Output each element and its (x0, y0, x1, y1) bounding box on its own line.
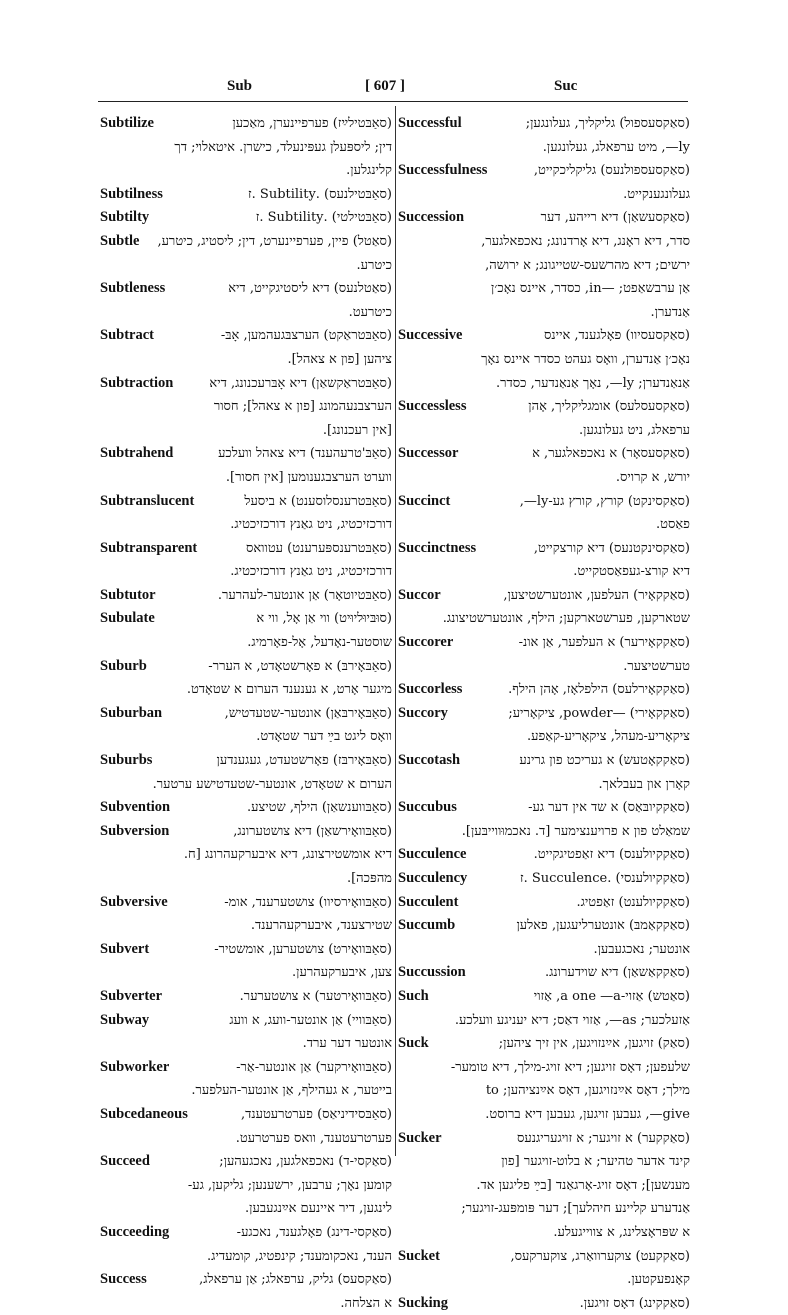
entry-headword: Subtutor (100, 586, 156, 603)
entry-headword: Subtilty (100, 209, 150, 226)
entry-headword: Suburban (100, 704, 163, 721)
dictionary-entry (100, 891, 392, 938)
entry-definition-text: (סאַקקאָירלעס) הילפלאָז, אָהן הילף. (508, 682, 690, 698)
entry-definition-text: (סאַבּסידיניאַס) פערטרעטענד, (240, 1106, 392, 1122)
entry-headword: Subtilness (100, 185, 163, 202)
entry-continuation-line: מיגער אָרט, א גענענד הערום א שטאָדט. (186, 682, 392, 698)
entry-continuation-line: הערצבנעהמונג [פון א צאהל]; חסור (213, 399, 392, 415)
entry-continuation-line: ly—, מיט ערפאלג, געלונגען. (542, 139, 690, 155)
entry-first-line (100, 938, 392, 962)
entry-continuation-line: אַנדערן. (650, 304, 690, 320)
entry-continuation-line: יורש, א קרויס. (615, 469, 690, 485)
entry-continuation-line: [אין רעכנונג]. (322, 422, 392, 438)
entry-continuation-line: מילך; דאָס אײַנזויגען, דאָס אײַנציהען; to (485, 1083, 690, 1099)
entry-headword: Succubus (398, 799, 457, 816)
entry-first-line (100, 490, 392, 514)
dictionary-entry (398, 678, 690, 702)
entry-continuation-line: שלעפען; דאָס זויגען; דיא זויג-מילך, דיא טומער- (450, 1059, 690, 1075)
dictionary-entry (398, 985, 690, 1032)
entry-first-line (100, 277, 392, 301)
entry-definition-text: (סאַבּוואָירקער) אַן אונטער-אַר- (236, 1059, 392, 1075)
dictionary-entry (100, 442, 392, 489)
entry-first-line (100, 1103, 392, 1127)
entry-first-line (398, 1032, 690, 1056)
left-column (100, 112, 392, 1311)
entry-first-line (398, 395, 690, 419)
entry-definition-text: (סאַקסעשאַן) דיא רייהע, דער (540, 210, 690, 226)
dictionary-entry (100, 277, 392, 324)
dictionary-entry (100, 537, 392, 584)
entry-first-line (100, 891, 392, 915)
entry-continuation-line: דורכזיכטיג, ניט גאַנץ דורכזיכטיג. (230, 517, 392, 533)
dictionary-entry (398, 537, 690, 584)
entry-first-line (100, 1268, 392, 1292)
entry-continuation-line: פאַסט. (656, 517, 690, 533)
entry-headword: Subway (100, 1011, 150, 1028)
dictionary-entry (398, 324, 690, 395)
entry-continuation-line: אַזעלכער; as—, אַזוי דאַס; דיא יעניגע וועלכע. (454, 1012, 690, 1028)
dictionary-entry (398, 159, 690, 206)
entry-definition-text: (סאַבּ'טרעהענד) דיא צאהל וועלכע (218, 446, 392, 462)
entry-headword: Success (100, 1271, 147, 1288)
entry-headword: Succor (398, 586, 441, 603)
entry-definition-text: (סאַבּוואָירט) צושטערען, אומשטיר- (214, 941, 392, 957)
entry-definition-text: (סאַקקאָירי) —powder, ציקאָריע; (508, 705, 690, 721)
entry-definition-text: (סאַבּטיוטאָר) אַן אונטער-לעהרער. (217, 587, 392, 603)
entry-continuation-line: אַנאַנדערן; ly—, נאָך אַנאַנדער, כסדר. (495, 375, 690, 391)
entry-continuation-line: שטארקען, פערשטארקען; הילף, אונטערשטיצונג. (442, 611, 690, 627)
entry-definition-text: (סאַקקאַשאַן) דיא שוידערונג. (544, 965, 690, 981)
dictionary-entry (100, 1009, 392, 1056)
entry-definition-text: (סאַקסינקט) קורץ, קורץ גע-ly—, (519, 493, 690, 509)
entry-definition-text: (סאַבּוואָירשאַן) דיא צושטערונג, (233, 823, 392, 839)
entry-continuation-line: הערום א שטאָדט, אונטער-שטעדטישע ערטער. (152, 776, 392, 792)
dictionary-entry (100, 1268, 392, 1315)
dictionary-entry (100, 230, 392, 277)
entry-continuation-line: ווערט הערצבגענומען [אין חסור]. (225, 469, 392, 485)
entry-definition-text: (סאַקקיולענסי) .Succulence .ז (519, 871, 690, 886)
entry-definition-text: (סאַקקאַמבּ) אונטערליעגען, פאלען (516, 918, 690, 934)
entry-continuation-line: וואָס ליגט בײַ דער שטאָדט. (256, 729, 392, 745)
entry-first-line (100, 112, 392, 136)
entry-first-line (398, 442, 690, 466)
entry-first-line (100, 183, 392, 207)
entry-definition-text: (סאַבּאָירבּז) פאָרשטעדט, געגענדען (216, 753, 392, 769)
entry-definition-text: (סאַקקיובּאַס) א שד אין דער גע- (528, 800, 690, 816)
dictionary-entry (100, 1103, 392, 1150)
entry-headword: Subtleness (100, 280, 166, 297)
entry-headword: Successive (398, 327, 463, 344)
entry-headword: Successless (398, 398, 467, 415)
entry-definition-text: (סאַטש) אַזוי-a one —a, אַזוי (533, 988, 690, 1004)
entry-headword: Succotash (398, 752, 461, 769)
entry-definition-text: (סאַקקינג) דאָס זויגען. (579, 1295, 690, 1311)
entry-first-line (398, 985, 690, 1009)
entry-continuation-line: הענד, נאכקומענד; קינפטיג, קומעדיג. (207, 1248, 392, 1264)
entry-definition-text: (סאַבּטילײַז) פערפיינערן, מאַכען (232, 116, 392, 131)
entry-continuation-line: ירשים; דיא מהרשעס-שטייגונג; א ירושה, (485, 257, 690, 273)
dictionary-entry (398, 867, 690, 891)
entry-continuation-line: ערפאלג, ניט געלונגען. (579, 422, 690, 438)
entry-headword: Suburb (100, 657, 147, 674)
entry-definition-text: (סאַבּוואָירסיוו) צושטערענד, אומ- (224, 894, 392, 910)
entry-headword: Succinct (398, 492, 451, 509)
entry-headword: Succory (398, 704, 448, 721)
entry-first-line (100, 442, 392, 466)
entry-continuation-line: קינד אדער טהיער; א בלוט-זויגער [פון (501, 1154, 690, 1170)
entry-headword: Subtrahend (100, 445, 174, 462)
entry-definition-text: (סאַקקער) א זויגער; א זויגעריגנעס (517, 1130, 690, 1146)
entry-continuation-line: קאָנפעקטען. (627, 1272, 690, 1288)
dictionary-entry (100, 938, 392, 985)
dictionary-entry (398, 796, 690, 843)
dictionary-entry (398, 395, 690, 442)
entry-first-line (100, 607, 392, 631)
entry-headword: Sucket (398, 1247, 440, 1264)
entry-definition-text: (סאַקסעסאָר) א נאכפאלגער, א (532, 446, 690, 462)
entry-definition-text: (סאַקסי-דינג) פאָלגענד, נאכגע- (236, 1224, 392, 1240)
dictionary-entry (398, 891, 690, 915)
entry-first-line (398, 324, 690, 348)
entry-headword: Succulency (398, 870, 468, 886)
entry-headword: Subvention (100, 799, 171, 816)
entry-continuation-line: קלינגלען. (346, 163, 392, 179)
entry-continuation-line: דיא אומשטירצונג, דיא איבערקעהרונג [ח. (183, 847, 392, 863)
dictionary-entry (398, 584, 690, 631)
entry-continuation-line: אַן ערבשאַפט; —in, כסדר, איינס נאָכ׳ן (491, 281, 690, 297)
entry-first-line (100, 584, 392, 608)
entry-headword: Subulate (100, 610, 155, 627)
entry-headword: Sucker (398, 1129, 442, 1146)
dictionary-entry (100, 702, 392, 749)
dictionary-entry (398, 961, 690, 985)
entry-first-line (100, 1221, 392, 1245)
entry-continuation-line: א הצלחה. (340, 1295, 392, 1311)
dictionary-entry (100, 183, 392, 207)
header-page-number: [ 607 ] (365, 78, 405, 94)
dictionary-entry (100, 206, 392, 230)
entry-first-line (100, 1009, 392, 1033)
entry-headword: Successfulness (398, 162, 488, 179)
entry-continuation-line: פערטרעטענד, וואס פערטרעט. (235, 1130, 392, 1146)
entry-first-line (398, 206, 690, 230)
entry-continuation-line: שטירצענד, איבערקעהרענד. (250, 918, 392, 934)
entry-first-line (100, 702, 392, 726)
entry-first-line (398, 112, 690, 136)
entry-first-line (100, 985, 392, 1009)
entry-continuation-line: א שפּראָצלינג, א צווייגעלע. (553, 1224, 690, 1240)
page-header (0, 78, 788, 100)
entry-definition-text: (סאַבּוואָירטער) א צושטערער. (239, 988, 392, 1004)
entry-headword: Sucking (398, 1294, 448, 1311)
entry-headword: Succumb (398, 917, 456, 934)
dictionary-entry (100, 985, 392, 1009)
dictionary-entry (100, 490, 392, 537)
dictionary-entry (100, 820, 392, 891)
dictionary-entry (398, 1127, 690, 1245)
dictionary-entry (398, 914, 690, 961)
dictionary-entry (398, 442, 690, 489)
entry-definition-text: (סאַבּוויי) אַן אונטער-וועג, א וועג (229, 1012, 392, 1028)
entry-headword: Subversive (100, 893, 168, 910)
entry-headword: Succeed (100, 1153, 150, 1170)
entry-definition-text: (סאַבּטרענסלוסענט) א ביסעל (244, 493, 392, 509)
entry-definition-text: (סאַבּווענשאַן) הילף, שטיצע. (246, 800, 392, 816)
entry-continuation-line: אונטער; נאכגעבען. (593, 941, 690, 957)
entry-definition-text: (סאַקסעסיוו) פאָלגענד, איינס (544, 328, 690, 344)
dictionary-entry (398, 206, 690, 324)
dictionary-entry (100, 584, 392, 608)
entry-continuation-line: סדר, דיא ראָנג, דיא אָרדנונג; נאכפאלגער, (481, 233, 690, 249)
entry-continuation-line: כיטרעט. (348, 304, 392, 320)
entry-continuation-line: מענשען]; דאָס זויג-אָרגאַנד [בײַ פליגען אד. (476, 1177, 690, 1193)
entry-definition-text: (סאַקקאָירער) א העלפער, אַן אונ- (518, 635, 690, 651)
dictionary-entry (100, 607, 392, 654)
entry-first-line (398, 749, 690, 773)
entry-continuation-line: דורכזיכטיג, ניט גאַנץ דורכזיכטיג. (230, 564, 392, 580)
entry-headword: Subtraction (100, 374, 174, 391)
header-left-guideword: Sub (227, 78, 253, 94)
entry-definition-text: (סאַקקיולענט) זאַפטיג. (576, 894, 690, 910)
entry-first-line (398, 843, 690, 867)
entry-definition-text: (סאַבּאָירבּ) א פאָרשטאָדט, א הערר- (208, 658, 392, 674)
entry-definition-text: (סאַקסי-ד) נאכפאלגען, נאכגעהען; (219, 1154, 392, 1170)
dictionary-entry (100, 655, 392, 702)
entry-first-line (398, 796, 690, 820)
entry-first-line (100, 206, 392, 230)
dictionary-entry (398, 1245, 690, 1292)
entry-headword: Suck (398, 1035, 429, 1052)
entry-headword: Subtle (100, 232, 140, 249)
entry-definition-text: (סאַבּטילנעס) .Subtility .ז (248, 186, 392, 202)
entry-headword: Succulence (398, 846, 467, 863)
entry-continuation-line: קומען נאָך; ערבען, ירשענען; גליקען, גע- (187, 1177, 392, 1193)
entry-definition-text: (סאַקסעסלעס) אומגליקליך, אָהן (528, 399, 690, 415)
entry-definition-text: (סאַבּטראַקט) הערצבּגעהמען, אָבּ- (220, 328, 392, 344)
entry-headword: Succeeding (100, 1223, 170, 1240)
dictionary-entry (100, 749, 392, 796)
entry-first-line (398, 867, 690, 891)
entry-headword: Subcedaneous (100, 1105, 188, 1122)
entry-definition-text: (סאַבּטילטי) .Subtility .ז (255, 210, 392, 226)
entry-first-line (398, 1245, 690, 1269)
entry-first-line (100, 655, 392, 679)
entry-headword: Subworker (100, 1058, 170, 1075)
dictionary-entry (100, 112, 392, 183)
entry-continuation-line: געלונגענקייט. (623, 186, 690, 202)
entry-headword: Subtilize (100, 115, 154, 131)
entry-headword: Subvert (100, 940, 150, 957)
entry-first-line (100, 230, 392, 254)
entry-continuation-line: נאָכ׳ן אַנדערן, וואָס געהט כסדר איינס נאָך (481, 351, 690, 367)
entry-definition-text: (סאַקסינקטנעס) דיא קורצקייט, (533, 540, 690, 556)
entry-first-line (398, 159, 690, 183)
entry-headword: Subtranslucent (100, 492, 195, 509)
header-rule (98, 101, 688, 102)
entry-headword: Subtransparent (100, 539, 198, 556)
entry-first-line (398, 678, 690, 702)
entry-continuation-line: שמאַלט פון א פרויענצימער [ד. נאכמוּווייבּען]. (461, 823, 690, 839)
entry-first-line (100, 537, 392, 561)
column-divider (395, 106, 396, 1156)
entry-definition-text: (סוּבּיוּליוּיט) ווי אַן אָל, ווי א (256, 611, 392, 627)
entry-continuation-line: דיא קורצ-געפאַסטקייט. (573, 564, 690, 580)
entry-definition-text: (סאַבּאָירבּאַן) אונטער-שטעדטיש, (224, 705, 392, 721)
entry-first-line (398, 702, 690, 726)
entry-continuation-line: אַנדערע קליינע חיהלעך]; דער פּומפּעג-זויגער; (461, 1201, 690, 1217)
entry-continuation-line: כיטרע. (356, 257, 392, 273)
right-column (398, 112, 690, 1311)
entry-continuation-line: מהפּכה]. (346, 871, 392, 886)
dictionary-entry (398, 631, 690, 678)
entry-first-line (100, 1056, 392, 1080)
entry-definition-text: (סאַקקאָטעש) א געריכט פון גרינע (519, 753, 690, 769)
entry-headword: Succinctness (398, 539, 477, 556)
dictionary-entry (398, 112, 690, 159)
entry-definition-text: (סאַבּטרענספּערענט) עטוואס (245, 540, 392, 556)
entry-headword: Succession (398, 209, 465, 226)
entry-definition-text: (סאַקקאָיר) העלפען, אונטערשטיצען, (503, 587, 690, 603)
entry-continuation-line: דין; ליספּעלן געפּינעלד, כישרן. איטאלױ; דך (174, 139, 392, 155)
entry-definition-text: (סאַקקיולענס) דיא זאַפטיגקייט. (533, 847, 690, 863)
entry-headword: Successor (398, 445, 459, 462)
entry-first-line (100, 796, 392, 820)
entry-continuation-line: שוסטער-נאָדעל, אָל-פאָרמיג. (247, 635, 392, 651)
entry-first-line (100, 324, 392, 348)
dictionary-entry (100, 1150, 392, 1221)
dictionary-entry (100, 324, 392, 371)
entry-headword: Succulent (398, 893, 459, 910)
dictionary-entry (398, 702, 690, 749)
entry-headword: Suburbs (100, 752, 153, 769)
entry-continuation-line: בייטער, א געהילף, אַן אונטער-העלפער. (191, 1083, 392, 1099)
entry-continuation-line: טערשטיצער. (623, 658, 690, 674)
entry-first-line (398, 961, 690, 985)
entry-first-line (398, 537, 690, 561)
dictionary-entry (100, 1056, 392, 1103)
entry-headword: Succussion (398, 964, 466, 981)
dictionary-entry (100, 796, 392, 820)
dictionary-entry (398, 490, 690, 537)
dictionary-entry (398, 1032, 690, 1126)
entry-definition-text: (סאַקקעט) צוקערוואַרג, צוקערקעס, (510, 1248, 690, 1264)
dictionary-entry (398, 1292, 690, 1315)
entry-first-line (100, 372, 392, 396)
entry-continuation-line: צען, איבערקעהרען. (292, 965, 392, 981)
entry-definition-text: (סאַבּטראַקשאַן) דיא אָבּרעכנונג, דיא (209, 375, 392, 391)
entry-first-line (100, 1150, 392, 1174)
entry-first-line (398, 490, 690, 514)
entry-definition-text: (סאַקסעס) גליק, ערפאלג; אַן ערפאלג, (199, 1272, 392, 1288)
entry-first-line (398, 631, 690, 655)
entry-first-line (398, 914, 690, 938)
entry-headword: Subversion (100, 822, 170, 839)
entry-definition-text: (סאַק) זויגען, אײַנזויגען, אין זיך ציהען; (498, 1036, 690, 1052)
entry-first-line (100, 749, 392, 773)
entry-definition-text: (סאַטלנעס) דיא ליסטיגקייט, דיא (228, 281, 392, 297)
entry-headword: Successful (398, 115, 462, 131)
entry-first-line (398, 1292, 690, 1315)
entry-headword: Succorer (398, 634, 454, 651)
entry-first-line (100, 820, 392, 844)
entry-first-line (398, 891, 690, 915)
entry-headword: Succorless (398, 681, 463, 698)
entry-headword: Such (398, 987, 429, 1004)
entry-continuation-line: קאָרן און בעבלאך. (598, 776, 690, 792)
dictionary-entry (398, 843, 690, 867)
header-right-guideword: Suc (554, 78, 578, 94)
entry-continuation-line: אונטער דער ערד. (302, 1036, 392, 1052)
dictionary-entry (100, 1221, 392, 1268)
entry-definition-text: (סאַקסעספולנעס) גליקליכקייט, (533, 163, 690, 179)
entry-continuation-line: ציהען [פון א צאהל]. (287, 351, 392, 367)
entry-continuation-line: לינגען, דיר איינעם אײַנגעבען. (245, 1201, 392, 1217)
entry-headword: Subtract (100, 327, 154, 344)
entry-headword: Subverter (100, 987, 163, 1004)
entry-continuation-line: give—, געבען זויגען, געבען דיא ברוסט. (485, 1106, 690, 1122)
dictionary-entry (398, 749, 690, 796)
dictionary-entry (100, 372, 392, 443)
entry-continuation-line: ציקאָריע-מעהל, ציקאָריע-קאַפע. (527, 729, 690, 745)
entry-first-line (398, 1127, 690, 1151)
entry-definition-text: (סאַקסעספול) גליקליך, געלונגען; (525, 116, 690, 131)
entry-first-line (398, 584, 690, 608)
entry-definition-text: (סאַטל) פיין, פערפיינערט, דין; ליסטיג, כיטרע, (157, 233, 392, 249)
